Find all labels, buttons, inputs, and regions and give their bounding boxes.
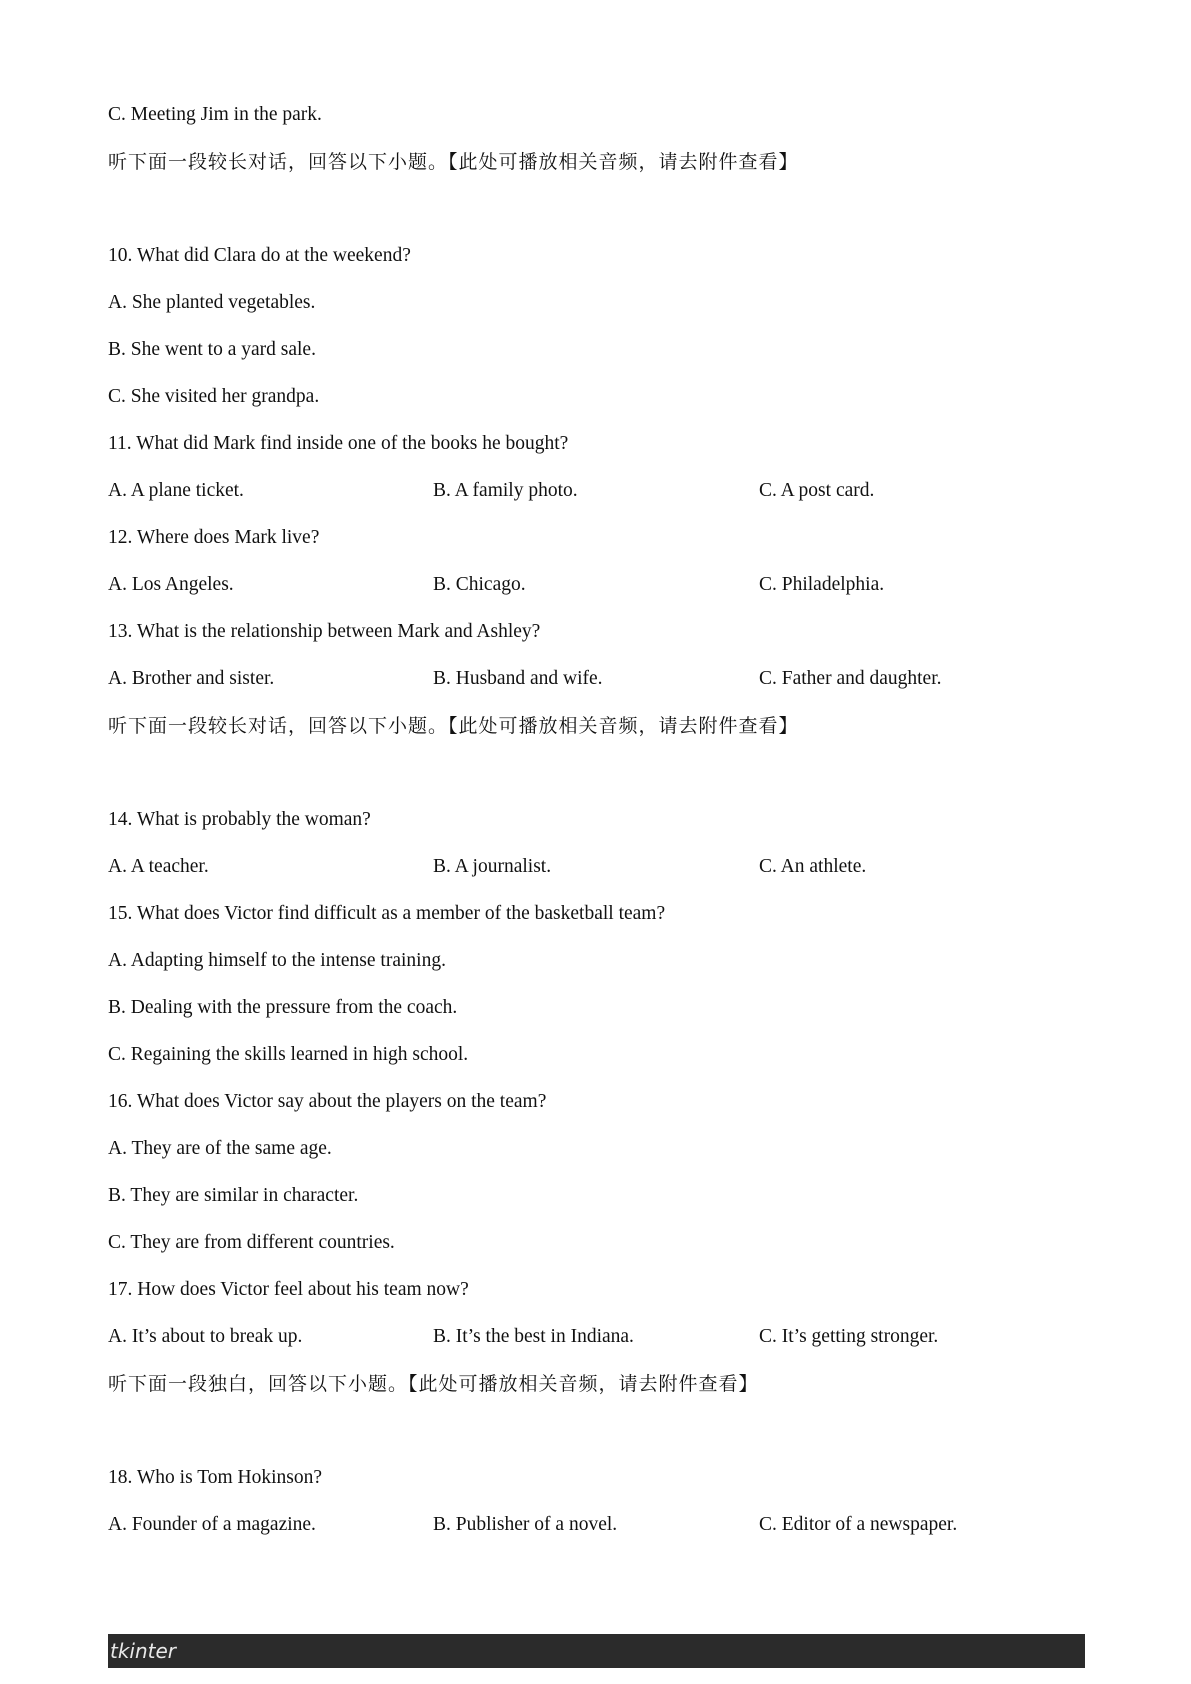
option-c: C. Editor of a newspaper.	[759, 1514, 958, 1535]
question-text: 13. What is the relationship between Mark and Ashley?	[108, 621, 541, 642]
option-c: C. A post card.	[759, 480, 875, 501]
option-b: B. Husband and wife.	[433, 668, 603, 689]
option-text: C. Regaining the skills learned in high school.	[108, 1044, 469, 1065]
option-text: C. They are from different countries.	[108, 1232, 395, 1253]
section-instruction: 听下面一段独白，回答以下小题。【此处可播放相关音频，请去附件查看】	[108, 1373, 759, 1395]
option-a: A. Los Angeles.	[108, 574, 234, 595]
option-a: A. A teacher.	[108, 856, 209, 877]
question-text: 14. What is probably the woman?	[108, 809, 371, 830]
option-text: A. Adapting himself to the intense training.	[108, 950, 446, 971]
option-b: B. Chicago.	[433, 574, 526, 595]
option-text: C. She visited her grandpa.	[108, 386, 320, 407]
question-text: 10. What did Clara do at the weekend?	[108, 245, 411, 266]
option-text: A. She planted vegetables.	[108, 292, 316, 313]
option-c: C. An athlete.	[759, 856, 867, 877]
question-text: 15. What does Victor find difficult as a member of the basketball team?	[108, 903, 666, 924]
option-b: B. A journalist.	[433, 856, 552, 877]
option-c: C. It’s getting stronger.	[759, 1326, 939, 1347]
option-b: B. A family photo.	[433, 480, 578, 501]
question-text: 12. Where does Mark live?	[108, 527, 320, 548]
option-a: A. It’s about to break up.	[108, 1326, 303, 1347]
option-b: B. Publisher of a novel.	[433, 1514, 618, 1535]
footer-label: tkinter	[110, 1639, 177, 1663]
section-instruction: 听下面一段较长对话，回答以下小题。【此处可播放相关音频，请去附件查看】	[108, 715, 799, 737]
question-text: 11. What did Mark find inside one of the books he bought?	[108, 433, 569, 454]
option-text: B. Dealing with the pressure from the coach.	[108, 997, 458, 1018]
question-text: 16. What does Victor say about the players on the team?	[108, 1091, 547, 1112]
option-c: C. Philadelphia.	[759, 574, 885, 595]
option-text: B. They are similar in character.	[108, 1185, 359, 1206]
option-text: C. Meeting Jim in the park.	[108, 104, 322, 125]
option-a: A. Founder of a magazine.	[108, 1514, 316, 1535]
option-text: A. They are of the same age.	[108, 1138, 332, 1159]
option-a: A. A plane ticket.	[108, 480, 244, 501]
option-b: B. It’s the best in Indiana.	[433, 1326, 634, 1347]
footer-bar	[108, 1634, 1085, 1668]
question-text: 17. How does Victor feel about his team now?	[108, 1279, 469, 1300]
option-c: C. Father and daughter.	[759, 668, 942, 689]
option-a: A. Brother and sister.	[108, 668, 275, 689]
option-text: B. She went to a yard sale.	[108, 339, 316, 360]
question-text: 18. Who is Tom Hokinson?	[108, 1467, 323, 1488]
section-instruction: 听下面一段较长对话，回答以下小题。【此处可播放相关音频，请去附件查看】	[108, 151, 799, 173]
